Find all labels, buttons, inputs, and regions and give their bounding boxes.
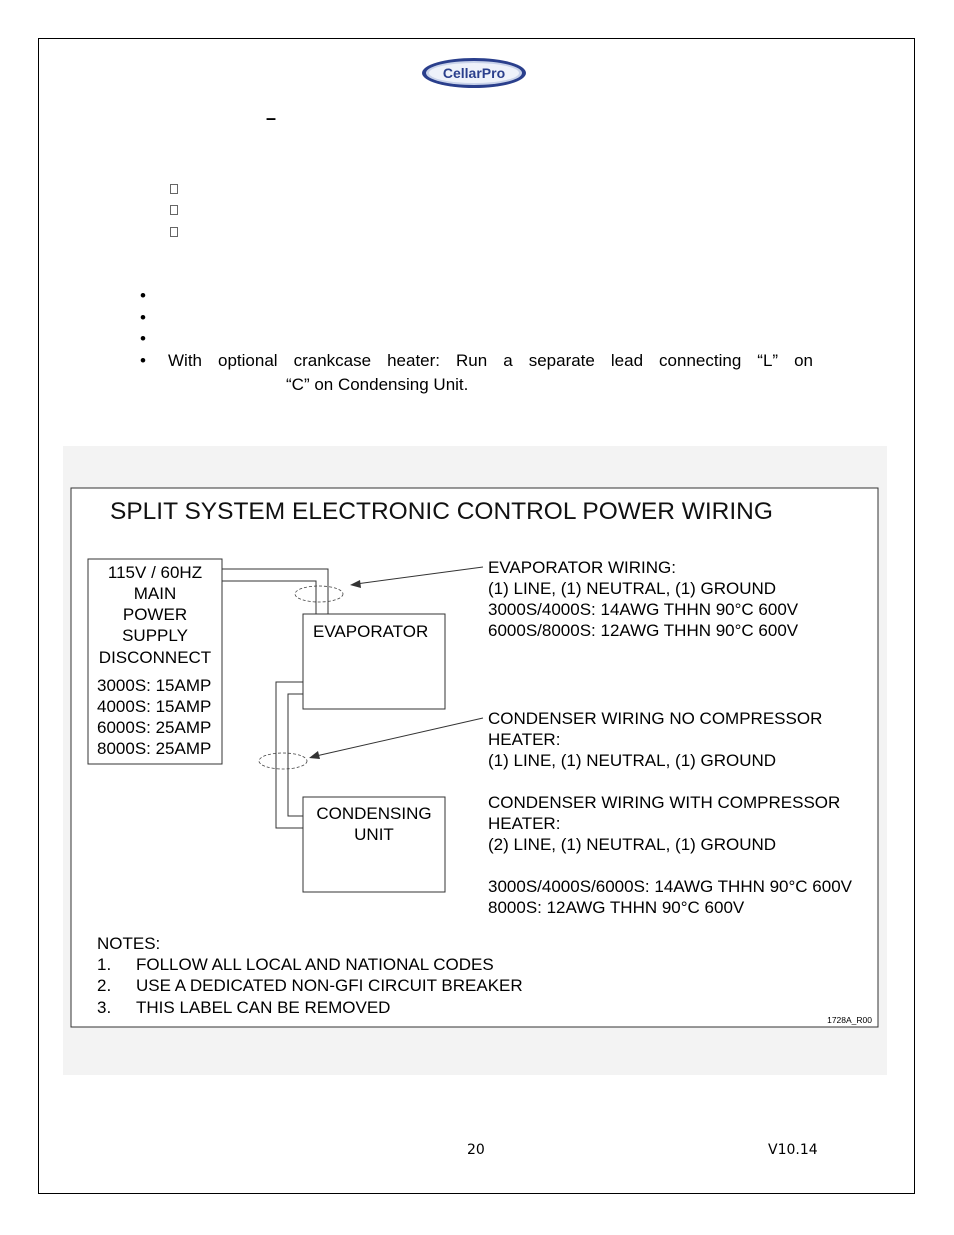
heading-dash: – [266,108,277,128]
bullet-icon: • [140,350,146,370]
note-number: 1. [97,955,112,974]
crankcase-heater-text: With optional crankcase heater: Run a separate lead connecting “L” on [168,350,813,370]
bullet-icon: • [140,307,146,327]
note-number: 3. [97,998,112,1017]
bullet-icon: • [140,329,146,348]
amp-rating: 6000S: 25AMP [97,718,212,737]
version-label: V10.14 [768,1142,818,1158]
power-supply-line: 115V / 60HZ [107,563,203,582]
amp-rating: 4000S: 15AMP [97,697,212,716]
power-supply-line: POWER [122,605,188,624]
evaporator-wiring-line: 3000S/4000S: 14AWG THHN 90°C 600V [488,600,799,619]
bullet-icon: • [140,286,146,305]
condensing-unit-label: UNIT [354,825,394,844]
amp-rating: 8000S: 25AMP [97,739,212,758]
crankcase-heater-text-cont: “C” on Condensing Unit. [286,375,469,394]
condenser-no-heater-line: CONDENSER WIRING NO COMPRESSOR [488,709,823,728]
page-number: 20 [467,1142,485,1158]
condenser-no-heater-line: HEATER: [488,730,561,749]
evaporator-wiring-line: 6000S/8000S: 12AWG THHN 90°C 600V [488,621,799,640]
power-supply-line: MAIN [133,584,177,603]
evaporator-wiring-line: (1) LINE, (1) NEUTRAL, (1) GROUND [488,579,777,598]
condenser-with-heater-line: HEATER: [488,814,561,833]
evaporator-wiring-line: EVAPORATOR WIRING: [488,558,676,577]
condenser-with-heater-line: (2) LINE, (1) NEUTRAL, (1) GROUND [488,835,777,854]
note-text: THIS LABEL CAN BE REMOVED [136,998,391,1017]
note-text: FOLLOW ALL LOCAL AND NATIONAL CODES [136,955,494,974]
condenser-no-heater-line: (1) LINE, (1) NEUTRAL, (1) GROUND [488,751,777,770]
logo-text: CellarPro [442,65,506,81]
notes-title: NOTES: [97,934,161,953]
note-text: USE A DEDICATED NON-GFI CIRCUIT BREAKER [136,976,523,995]
diagram-title: SPLIT SYSTEM ELECTRONIC CONTROL POWER WIRING [110,498,773,525]
condenser-with-heater-line: CONDENSER WIRING WITH COMPRESSOR [488,793,841,812]
label-code: 1728A_R00 [827,1015,872,1025]
power-supply-line: DISCONNECT [98,648,212,667]
condenser-spec-line: 8000S: 12AWG THHN 90°C 600V [488,898,745,917]
evaporator-label: EVAPORATOR [313,622,429,641]
condensing-unit-label: CONDENSING [316,804,432,823]
note-number: 2. [97,976,112,995]
condenser-spec-line: 3000S/4000S/6000S: 14AWG THHN 90°C 600V [488,877,853,896]
amp-rating: 3000S: 15AMP [97,676,212,695]
power-supply-line: SUPPLY [122,626,188,645]
